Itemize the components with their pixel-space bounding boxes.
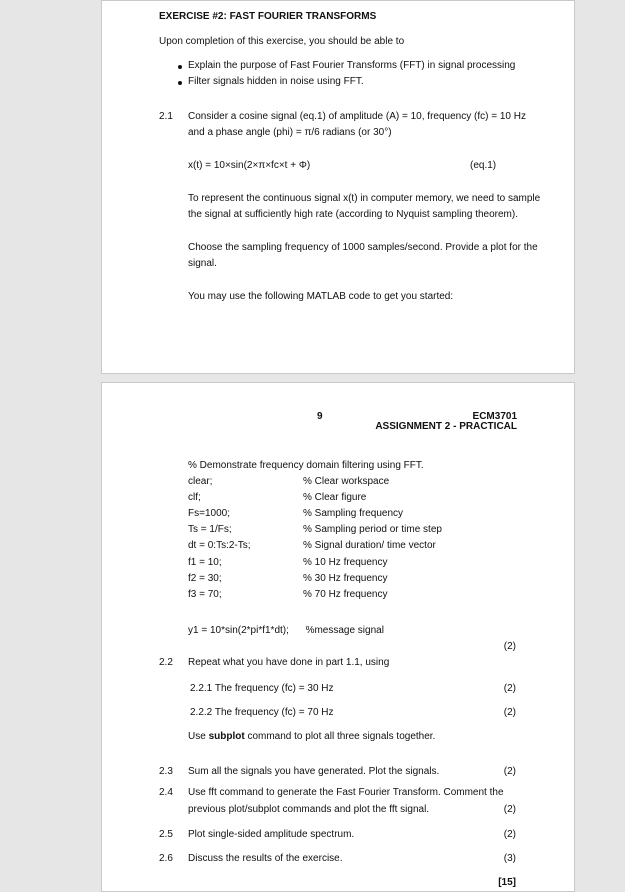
document-page-1	[101, 0, 575, 374]
paragraph-text: To represent the continuous signal x(t) in computer memory, we need to sample	[188, 193, 541, 204]
marks: (2)	[503, 707, 516, 718]
equation-label: (eq.1)	[470, 160, 497, 171]
question-text: and a phase angle (phi) = π/6 radians (or 30°)	[188, 127, 392, 138]
marks: (2)	[503, 766, 516, 777]
instruction-text	[188, 730, 435, 744]
code-line: Fs=1000;	[188, 508, 230, 519]
bullet-icon	[178, 65, 182, 69]
total-marks: [15]	[498, 877, 516, 888]
marks: (3)	[503, 853, 516, 864]
question-number: 2.4	[159, 787, 173, 798]
command-name: subplot	[208, 731, 245, 742]
exercise-title: EXERCISE #2: FAST FOURIER TRANSFORMS	[159, 11, 377, 22]
paragraph-text: the signal at sufficiently high rate (according to Nyquist sampling theorem).	[188, 209, 518, 220]
code-comment: % Signal duration/ time vector	[303, 540, 436, 551]
code-line: f3 = 70;	[188, 589, 222, 600]
objective-item: Explain the purpose of Fast Fourier Transforms (FFT) in signal processing	[188, 60, 516, 71]
intro-text: Upon completion of this exercise, you should be able to	[159, 36, 405, 47]
course-code: ECM3701	[472, 411, 517, 422]
marks: (2)	[503, 804, 516, 815]
marks: (2)	[503, 829, 516, 840]
page-number: 9	[317, 411, 323, 422]
code-comment-line: % Demonstrate frequency domain filtering using FFT.	[188, 460, 424, 471]
assignment-title: ASSIGNMENT 2 - PRACTICAL	[375, 421, 517, 432]
question-text: Plot single-sided amplitude spectrum.	[188, 829, 355, 840]
marks: (2)	[503, 641, 516, 652]
question-text: Consider a cosine signal (eq.1) of amplitude (A) = 10, frequency (fc) = 10 Hz	[188, 111, 526, 122]
question-number: 2.1	[159, 111, 173, 122]
code-line: clear;	[188, 476, 213, 487]
question-text: Sum all the signals you have generated. Plot the signals.	[188, 766, 440, 777]
question-number: 2.2	[159, 657, 173, 668]
sub-question-text: 2.2.1 The frequency (fc) = 30 Hz	[190, 683, 334, 694]
code-comment: % Sampling frequency	[303, 508, 404, 519]
instruction-prefix: Use	[188, 731, 209, 742]
code-comment: % Sampling period or time step	[303, 524, 442, 535]
code-line: Ts = 1/Fs;	[188, 524, 232, 535]
paragraph-text: signal.	[188, 258, 217, 269]
instruction-suffix: command to plot all three signals together.	[244, 731, 436, 742]
question-text: Use fft command to generate the Fast Fourier Transform. Comment the	[188, 787, 504, 798]
question-number: 2.3	[159, 766, 173, 777]
code-comment: % 70 Hz frequency	[303, 589, 388, 600]
sub-question-text: 2.2.2 The frequency (fc) = 70 Hz	[190, 707, 334, 718]
code-comment: % Clear workspace	[303, 476, 390, 487]
paragraph-text: Choose the sampling frequency of 1000 samples/second. Provide a plot for the	[188, 242, 538, 253]
bullet-icon	[178, 81, 182, 85]
code-comment: % 30 Hz frequency	[303, 573, 388, 584]
question-text: Discuss the results of the exercise.	[188, 853, 343, 864]
code-line-message: y1 = 10*sin(2*pi*f1*dt); %message signal	[188, 625, 384, 636]
code-comment: % Clear figure	[303, 492, 367, 503]
marks: (2)	[503, 683, 516, 694]
code-line: f2 = 30;	[188, 573, 222, 584]
question-number: 2.6	[159, 853, 173, 864]
equation: x(t) = 10×sin(2×π×fc×t + Φ)	[188, 160, 311, 171]
code-line: clf;	[188, 492, 201, 503]
question-number: 2.5	[159, 829, 173, 840]
code-line: f1 = 10;	[188, 557, 222, 568]
objective-item: Filter signals hidden in noise using FFT.	[188, 76, 364, 87]
document-page-2	[101, 382, 575, 892]
question-text: Repeat what you have done in part 1.1, using	[188, 657, 390, 668]
paragraph-text: You may use the following MATLAB code to get you started:	[188, 291, 454, 302]
code-line: dt = 0:Ts:2-Ts;	[188, 540, 251, 551]
code-comment: % 10 Hz frequency	[303, 557, 388, 568]
question-text: previous plot/subplot commands and plot the fft signal.	[188, 804, 430, 815]
